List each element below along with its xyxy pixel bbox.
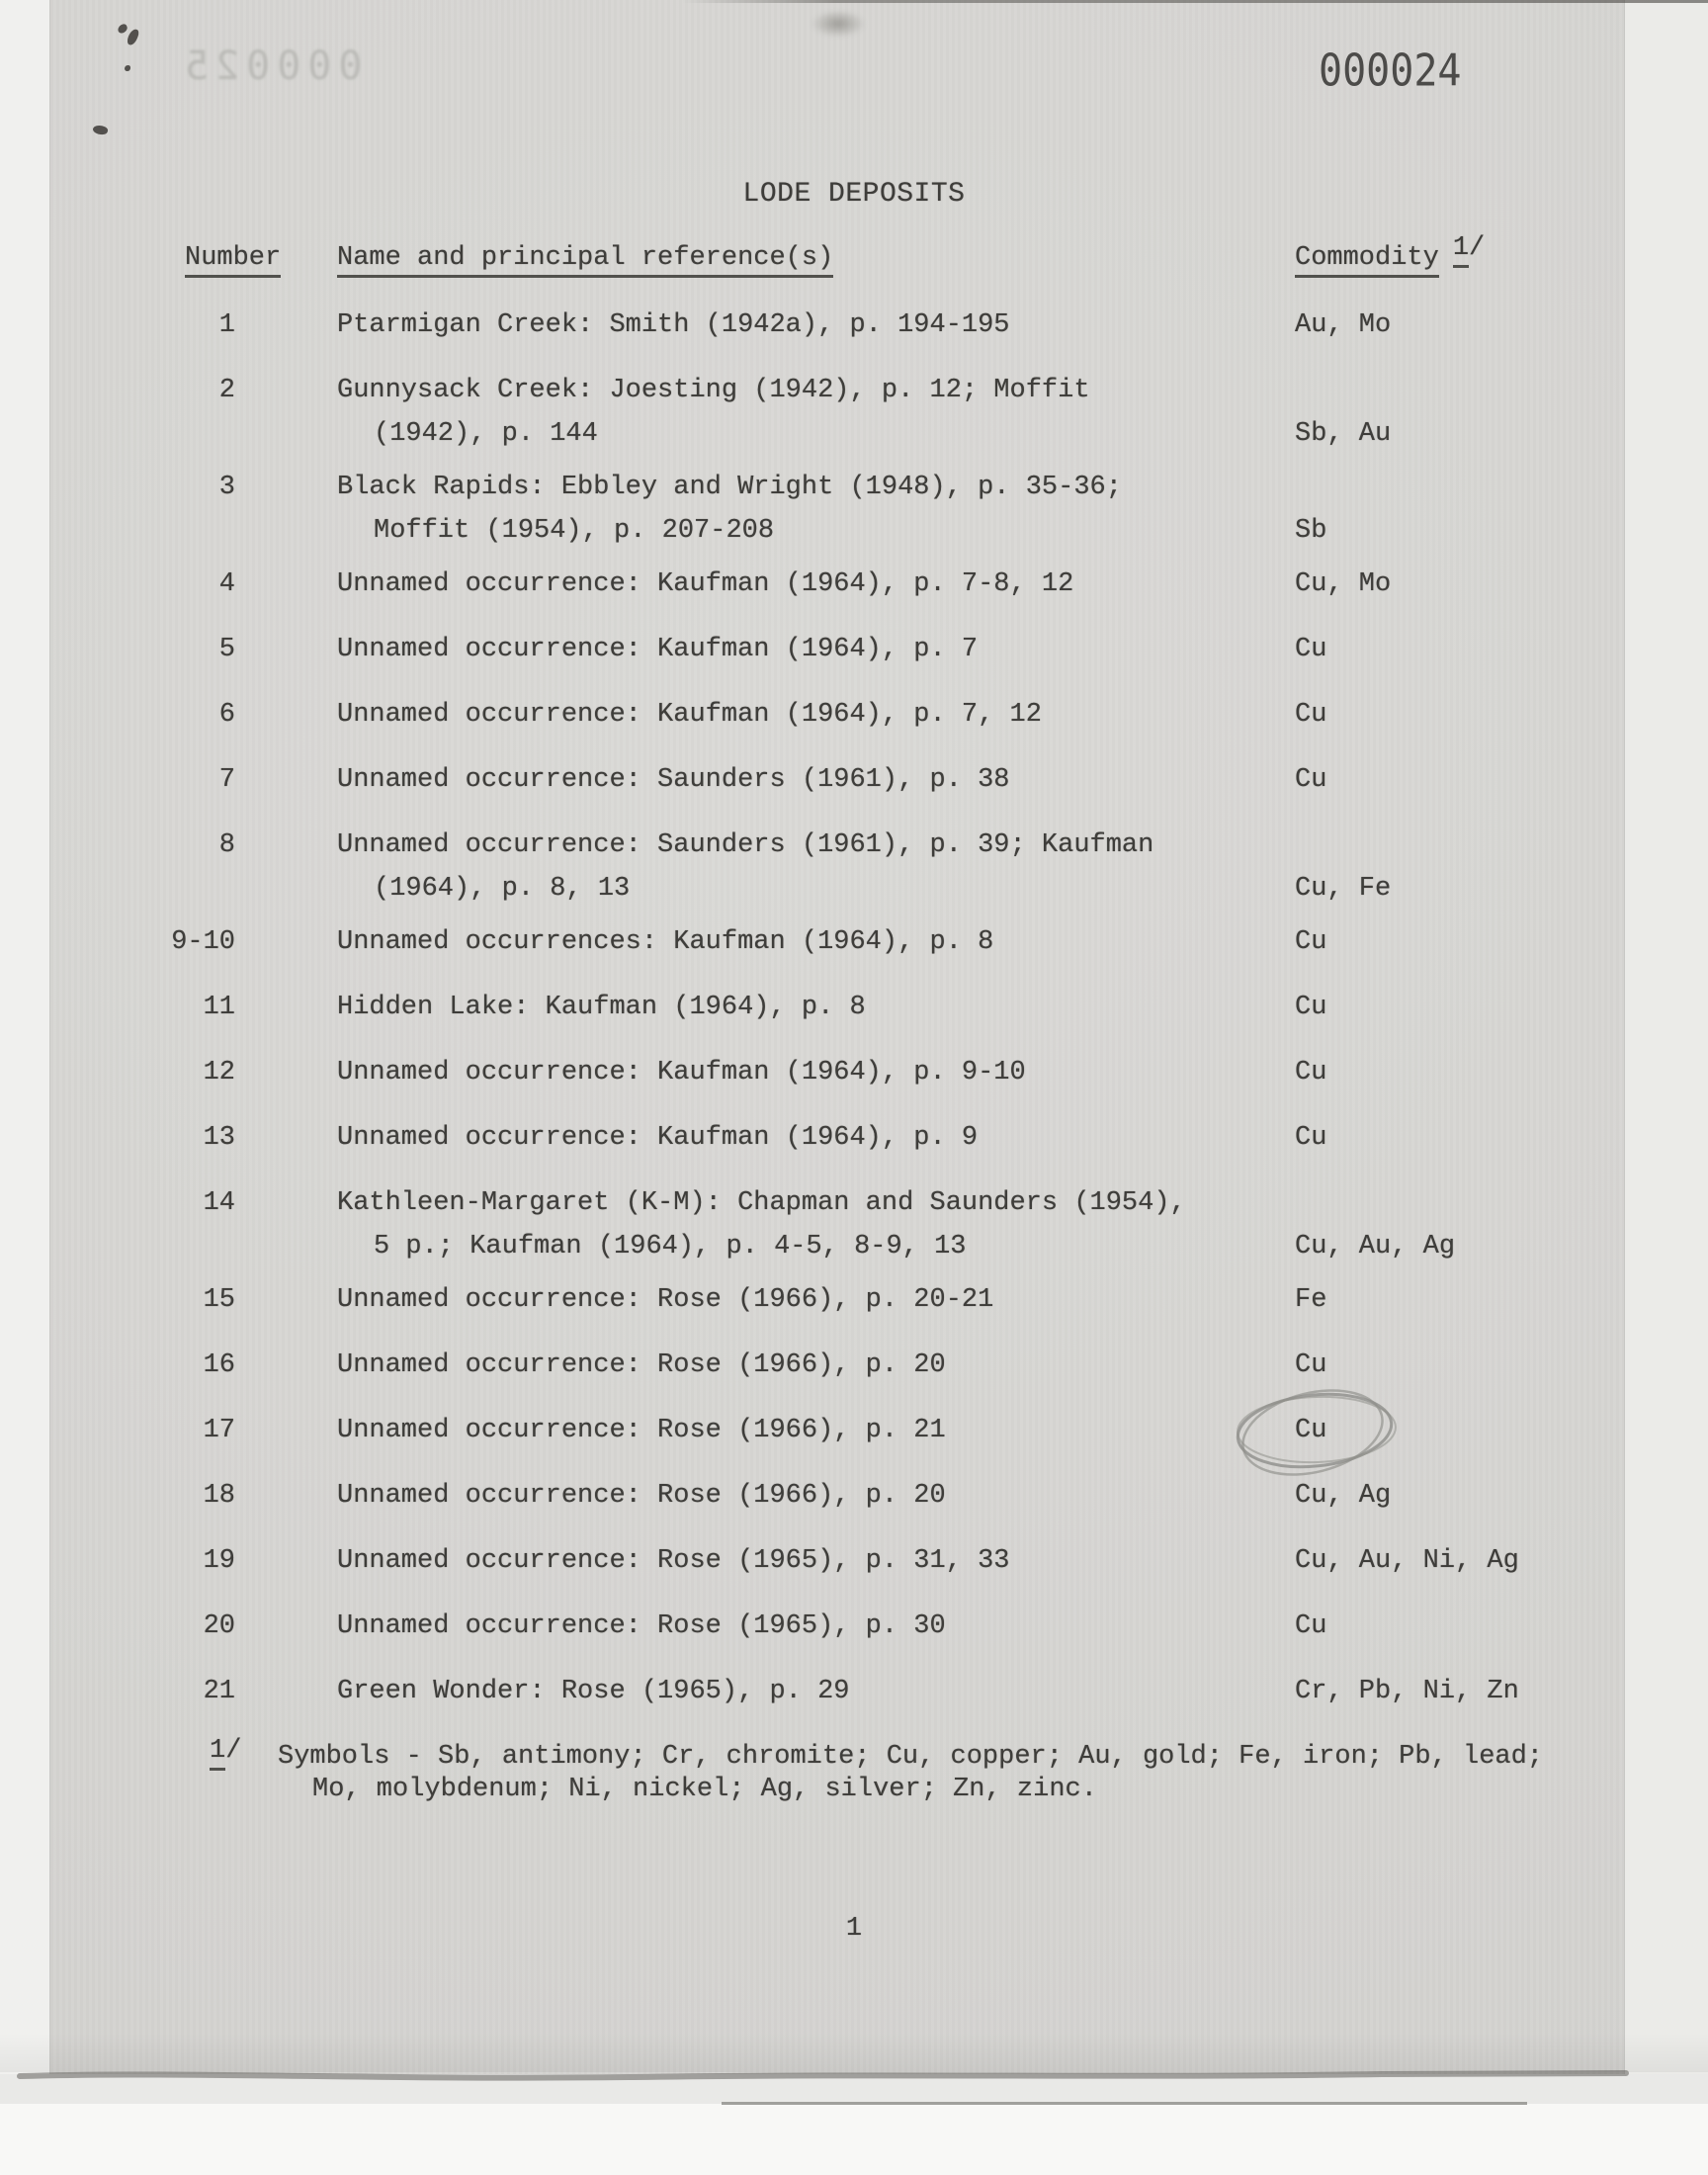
row-name xyxy=(337,1677,849,1706)
row-commodity: Cu xyxy=(1295,927,1327,957)
table-row xyxy=(0,473,1708,546)
row-name xyxy=(337,1188,1186,1262)
page-number: 1 xyxy=(845,1914,863,1944)
row-name xyxy=(337,635,978,664)
pencil-smudge xyxy=(811,10,866,38)
table-row xyxy=(0,1416,1708,1445)
row-name xyxy=(337,830,1153,904)
row-name-line: Moffit (1954), p. 207-208 xyxy=(374,516,775,546)
row-name-line: Unnamed occurrence: Rose (1966), p. 20 xyxy=(337,1481,946,1511)
row-name xyxy=(337,700,1042,730)
row-commodity: Cu, Au, Ni, Ag xyxy=(1295,1546,1519,1576)
row-commodity: Cu, Au, Ag xyxy=(1295,1232,1456,1262)
row-commodity: Cu xyxy=(1295,993,1327,1022)
ghost-stamp-bleedthrough: 000025 xyxy=(178,44,363,89)
row-commodity: Au, Mo xyxy=(1295,310,1392,340)
row-number: 19 xyxy=(203,1546,235,1576)
row-number: 18 xyxy=(203,1481,235,1511)
row-name-line: Unnamed occurrence: Saunders (1961), p. 39; Kaufman xyxy=(337,830,1154,860)
table-row xyxy=(0,765,1708,795)
row-name-line: (1964), p. 8, 13 xyxy=(374,874,631,904)
row-name-line: Unnamed occurrence: Rose (1965), p. 31, 33 xyxy=(337,1546,1010,1576)
row-commodity: Fe xyxy=(1295,1285,1327,1315)
row-commodity: Cu xyxy=(1295,1350,1327,1380)
page-bottom-edge xyxy=(0,2058,1708,2092)
row-commodity: Cu, Ag xyxy=(1295,1481,1392,1511)
row-name-line: Black Rapids: Ebbley and Wright (1948), p. 35-36; xyxy=(337,473,1122,502)
row-name xyxy=(337,765,1010,795)
footnote-line: Symbols - Sb, antimony; Cr, chromite; Cu, copper; Au, gold; Fe, iron; Pb, lead; xyxy=(278,1742,1544,1772)
table-row xyxy=(0,376,1708,449)
row-number: 1 xyxy=(218,310,235,340)
row-commodity: Cu xyxy=(1295,700,1327,730)
table-row xyxy=(0,993,1708,1022)
row-name xyxy=(337,1416,946,1445)
table-row xyxy=(0,1188,1708,1262)
row-number: 9-10 xyxy=(171,927,235,957)
row-commodity: Cr, Pb, Ni, Zn xyxy=(1295,1677,1519,1706)
row-name-line: Ptarmigan Creek: Smith (1942a), p. 194-195 xyxy=(337,310,1010,340)
row-name xyxy=(337,1350,946,1380)
document-title: LODE DEPOSITS xyxy=(742,179,966,210)
table-row xyxy=(0,927,1708,957)
table-row xyxy=(0,310,1708,340)
table-row xyxy=(0,635,1708,664)
row-number: 6 xyxy=(218,700,235,730)
ink-speck xyxy=(126,28,140,46)
footnote-ref: 1/ xyxy=(1453,233,1485,263)
deposit-rows xyxy=(0,310,1708,1742)
footnote-line: Mo, molybdenum; Ni, nickel; Ag, silver; Zn, zinc. xyxy=(312,1775,1097,1804)
row-name xyxy=(337,993,866,1022)
row-name xyxy=(337,927,993,957)
footnote-marker: 1/ xyxy=(210,1736,241,1766)
row-number: 16 xyxy=(203,1350,235,1380)
row-name-line: Unnamed occurrence: Kaufman (1964), p. 9 xyxy=(337,1123,979,1153)
page-stamp: 000024 xyxy=(1319,45,1462,97)
table-header xyxy=(0,233,1708,283)
row-number: 11 xyxy=(203,993,235,1022)
row-commodity: Cu xyxy=(1295,1611,1327,1641)
scanner-bottom-white xyxy=(0,2104,1708,2175)
table-row xyxy=(0,1481,1708,1511)
column-header-number: Number xyxy=(185,243,281,273)
ink-speck xyxy=(125,65,130,71)
row-number: 5 xyxy=(218,635,235,664)
row-commodity: Cu xyxy=(1295,765,1327,795)
row-commodity: Sb, Au xyxy=(1295,419,1392,449)
row-number: 13 xyxy=(203,1123,235,1153)
row-commodity: Cu, Mo xyxy=(1295,569,1392,599)
column-header-commodity: Commodity 1/ xyxy=(1295,243,1485,273)
row-commodity: Cu xyxy=(1295,1123,1327,1153)
row-name-line: Unnamed occurrence: Kaufman (1964), p. 7-8, 12 xyxy=(337,569,1074,599)
row-name xyxy=(337,473,1122,546)
ink-speck xyxy=(117,23,129,35)
row-number: 17 xyxy=(203,1416,235,1445)
table-row xyxy=(0,1677,1708,1706)
row-number: 4 xyxy=(218,569,235,599)
table-row xyxy=(0,830,1708,904)
row-commodity: Cu xyxy=(1295,635,1327,664)
row-name xyxy=(337,1123,978,1153)
row-number: 15 xyxy=(203,1285,235,1315)
row-name xyxy=(337,1058,1026,1088)
row-name-line: Green Wonder: Rose (1965), p. 29 xyxy=(337,1677,850,1706)
table-row xyxy=(0,1058,1708,1088)
page-top-edge-shadow xyxy=(682,0,1708,3)
row-commodity: Sb xyxy=(1295,516,1327,546)
row-name-line: Unnamed occurrence: Rose (1965), p. 30 xyxy=(337,1611,946,1641)
row-number: 20 xyxy=(203,1611,235,1641)
row-name-line: Unnamed occurrence: Kaufman (1964), p. 7 xyxy=(337,635,979,664)
row-name-line: (1942), p. 144 xyxy=(374,419,598,449)
row-commodity: Cu xyxy=(1295,1058,1327,1088)
row-number: 7 xyxy=(218,765,235,795)
row-name xyxy=(337,569,1073,599)
table-row xyxy=(0,1546,1708,1576)
row-name xyxy=(337,1481,946,1511)
row-name-line: Unnamed occurrence: Rose (1966), p. 21 xyxy=(337,1416,946,1445)
row-name-line: Unnamed occurrence: Saunders (1961), p. 38 xyxy=(337,765,1010,795)
table-row xyxy=(0,1611,1708,1641)
ink-speck xyxy=(92,124,109,135)
row-commodity: Cu xyxy=(1295,1416,1326,1445)
row-name-line: Kathleen-Margaret (K-M): Chapman and Saunders (1954), xyxy=(337,1188,1186,1218)
row-name-line: Unnamed occurrence: Kaufman (1964), p. 9-10 xyxy=(337,1058,1026,1088)
row-name-line: 5 p.; Kaufman (1964), p. 4-5, 8-9, 13 xyxy=(374,1232,967,1262)
row-number: 14 xyxy=(203,1188,235,1218)
row-name-line: Unnamed occurrences: Kaufman (1964), p. 8 xyxy=(337,927,994,957)
row-number: 3 xyxy=(218,473,235,502)
row-name xyxy=(337,1546,1010,1576)
row-name xyxy=(337,1611,946,1641)
table-row xyxy=(0,569,1708,599)
table-row xyxy=(0,1350,1708,1380)
row-number: 21 xyxy=(203,1677,235,1706)
table-row xyxy=(0,700,1708,730)
table-row xyxy=(0,1123,1708,1153)
row-name-line: Gunnysack Creek: Joesting (1942), p. 12; Moffit xyxy=(337,376,1090,405)
row-name-line: Unnamed occurrence: Kaufman (1964), p. 7, 12 xyxy=(337,700,1042,730)
bottom-rule-line xyxy=(722,2102,1527,2105)
row-name-line: Unnamed occurrence: Rose (1966), p. 20 xyxy=(337,1350,946,1380)
row-number: 12 xyxy=(203,1058,235,1088)
pencil-circle-annotation xyxy=(1221,1376,1409,1485)
row-name xyxy=(337,376,1090,449)
table-row xyxy=(0,1285,1708,1315)
row-number: 2 xyxy=(218,376,235,405)
column-header-name: Name and principal reference(s) xyxy=(337,243,833,273)
row-name-line: Unnamed occurrence: Rose (1966), p. 20-21 xyxy=(337,1285,994,1315)
row-commodity: Cu, Fe xyxy=(1295,874,1392,904)
row-number: 8 xyxy=(218,830,235,860)
row-name xyxy=(337,310,1010,340)
row-name xyxy=(337,1285,993,1315)
row-name-line: Hidden Lake: Kaufman (1964), p. 8 xyxy=(337,993,866,1022)
